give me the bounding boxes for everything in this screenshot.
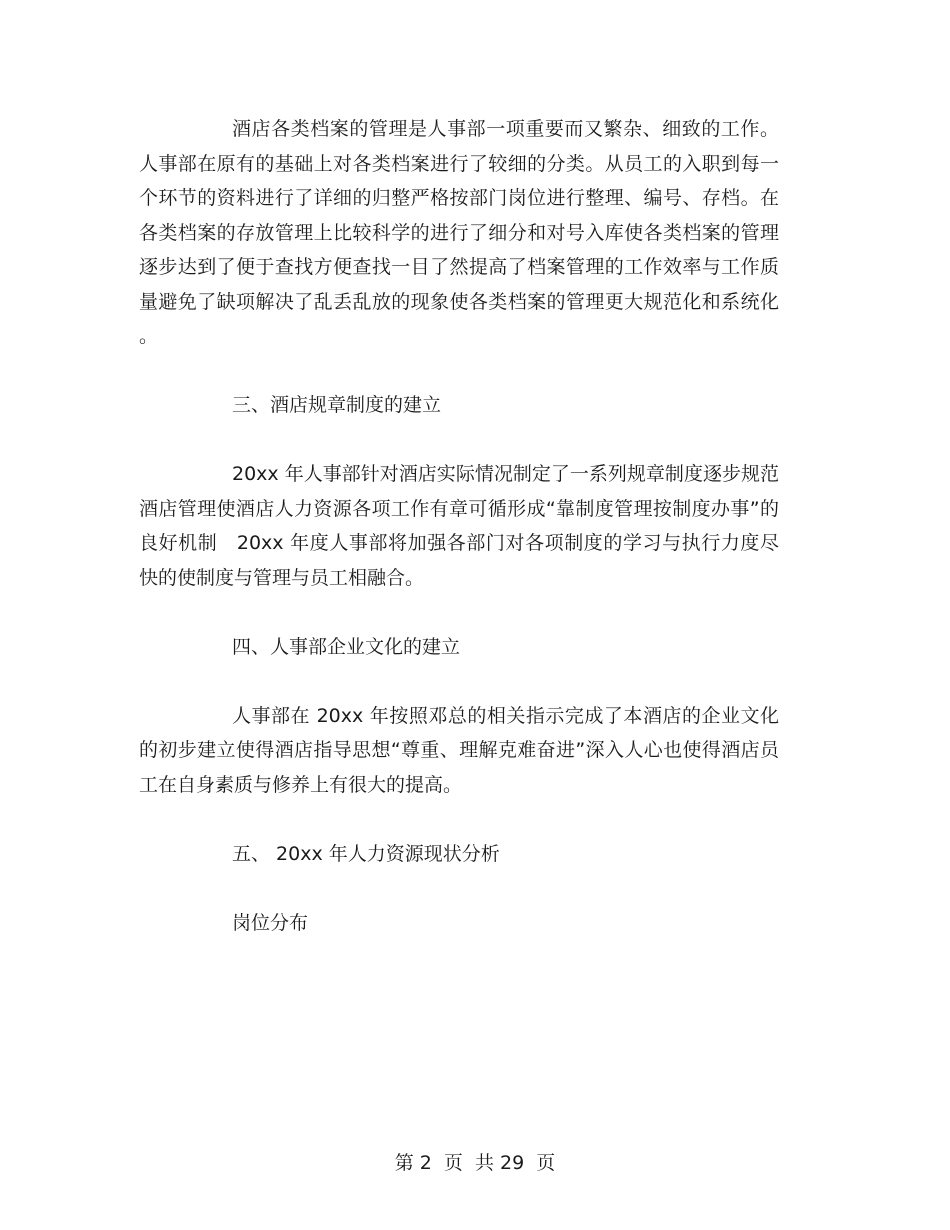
paragraph-spacer	[139, 423, 779, 458]
paragraph-archive-management: 酒店各类档案的管理是人事部一项重要而又繁杂、细致的工作。人事部在原有的基础上对各类档案进行了较细的分类。从员工的入职到每一个环节的资料进行了详细的归整严格按部门岗位进行整理、编号、存档。在各类档案的存放管理上比较科学的进行了细分和对号入库使各类档案的管理逐步达到了便于查找方便查找一目了然提高了档案管理的工作效率与工作质量避免了缺项解决了乱丢乱放的现象使各类档案的管理更大规范化和系统化。	[139, 118, 779, 347]
section-heading-5: 五、 20xx 年人力资源现状分析	[232, 842, 500, 865]
paragraph-spacer	[139, 664, 779, 699]
paragraph-spacer	[139, 871, 779, 906]
subheading-post-distribution: 岗位分布	[232, 911, 309, 934]
paragraph-spacer	[139, 595, 779, 630]
document-body	[139, 112, 779, 940]
paragraph-corporate-culture: 人事部在 20xx 年按照邓总的相关指示完成了本酒店的企业文化的初步建立使得酒店指导思想“尊重、理解克难奋进”深入人心也使得酒店员工在自身素质与修养上有很大的提高。	[139, 704, 779, 796]
section-heading-4: 四、人事部企业文化的建立	[232, 635, 461, 658]
paragraph-regulations: 20xx 年人事部针对酒店实际情况制定了一系列规章制度逐步规范酒店管理使酒店人力资源各项工作有章可循形成“靠制度管理按制度办事”的良好机制 20xx 年度人事部将加强各部门对各项制度的学习与执行力度尽快的使制度与管理与员工相融合。	[139, 463, 779, 589]
paragraph-spacer	[139, 802, 779, 837]
page-number-footer: 第 2 页 共 29 页	[394, 1152, 556, 1174]
paragraph-spacer	[139, 354, 779, 389]
section-heading-3: 三、酒店规章制度的建立	[232, 394, 442, 416]
